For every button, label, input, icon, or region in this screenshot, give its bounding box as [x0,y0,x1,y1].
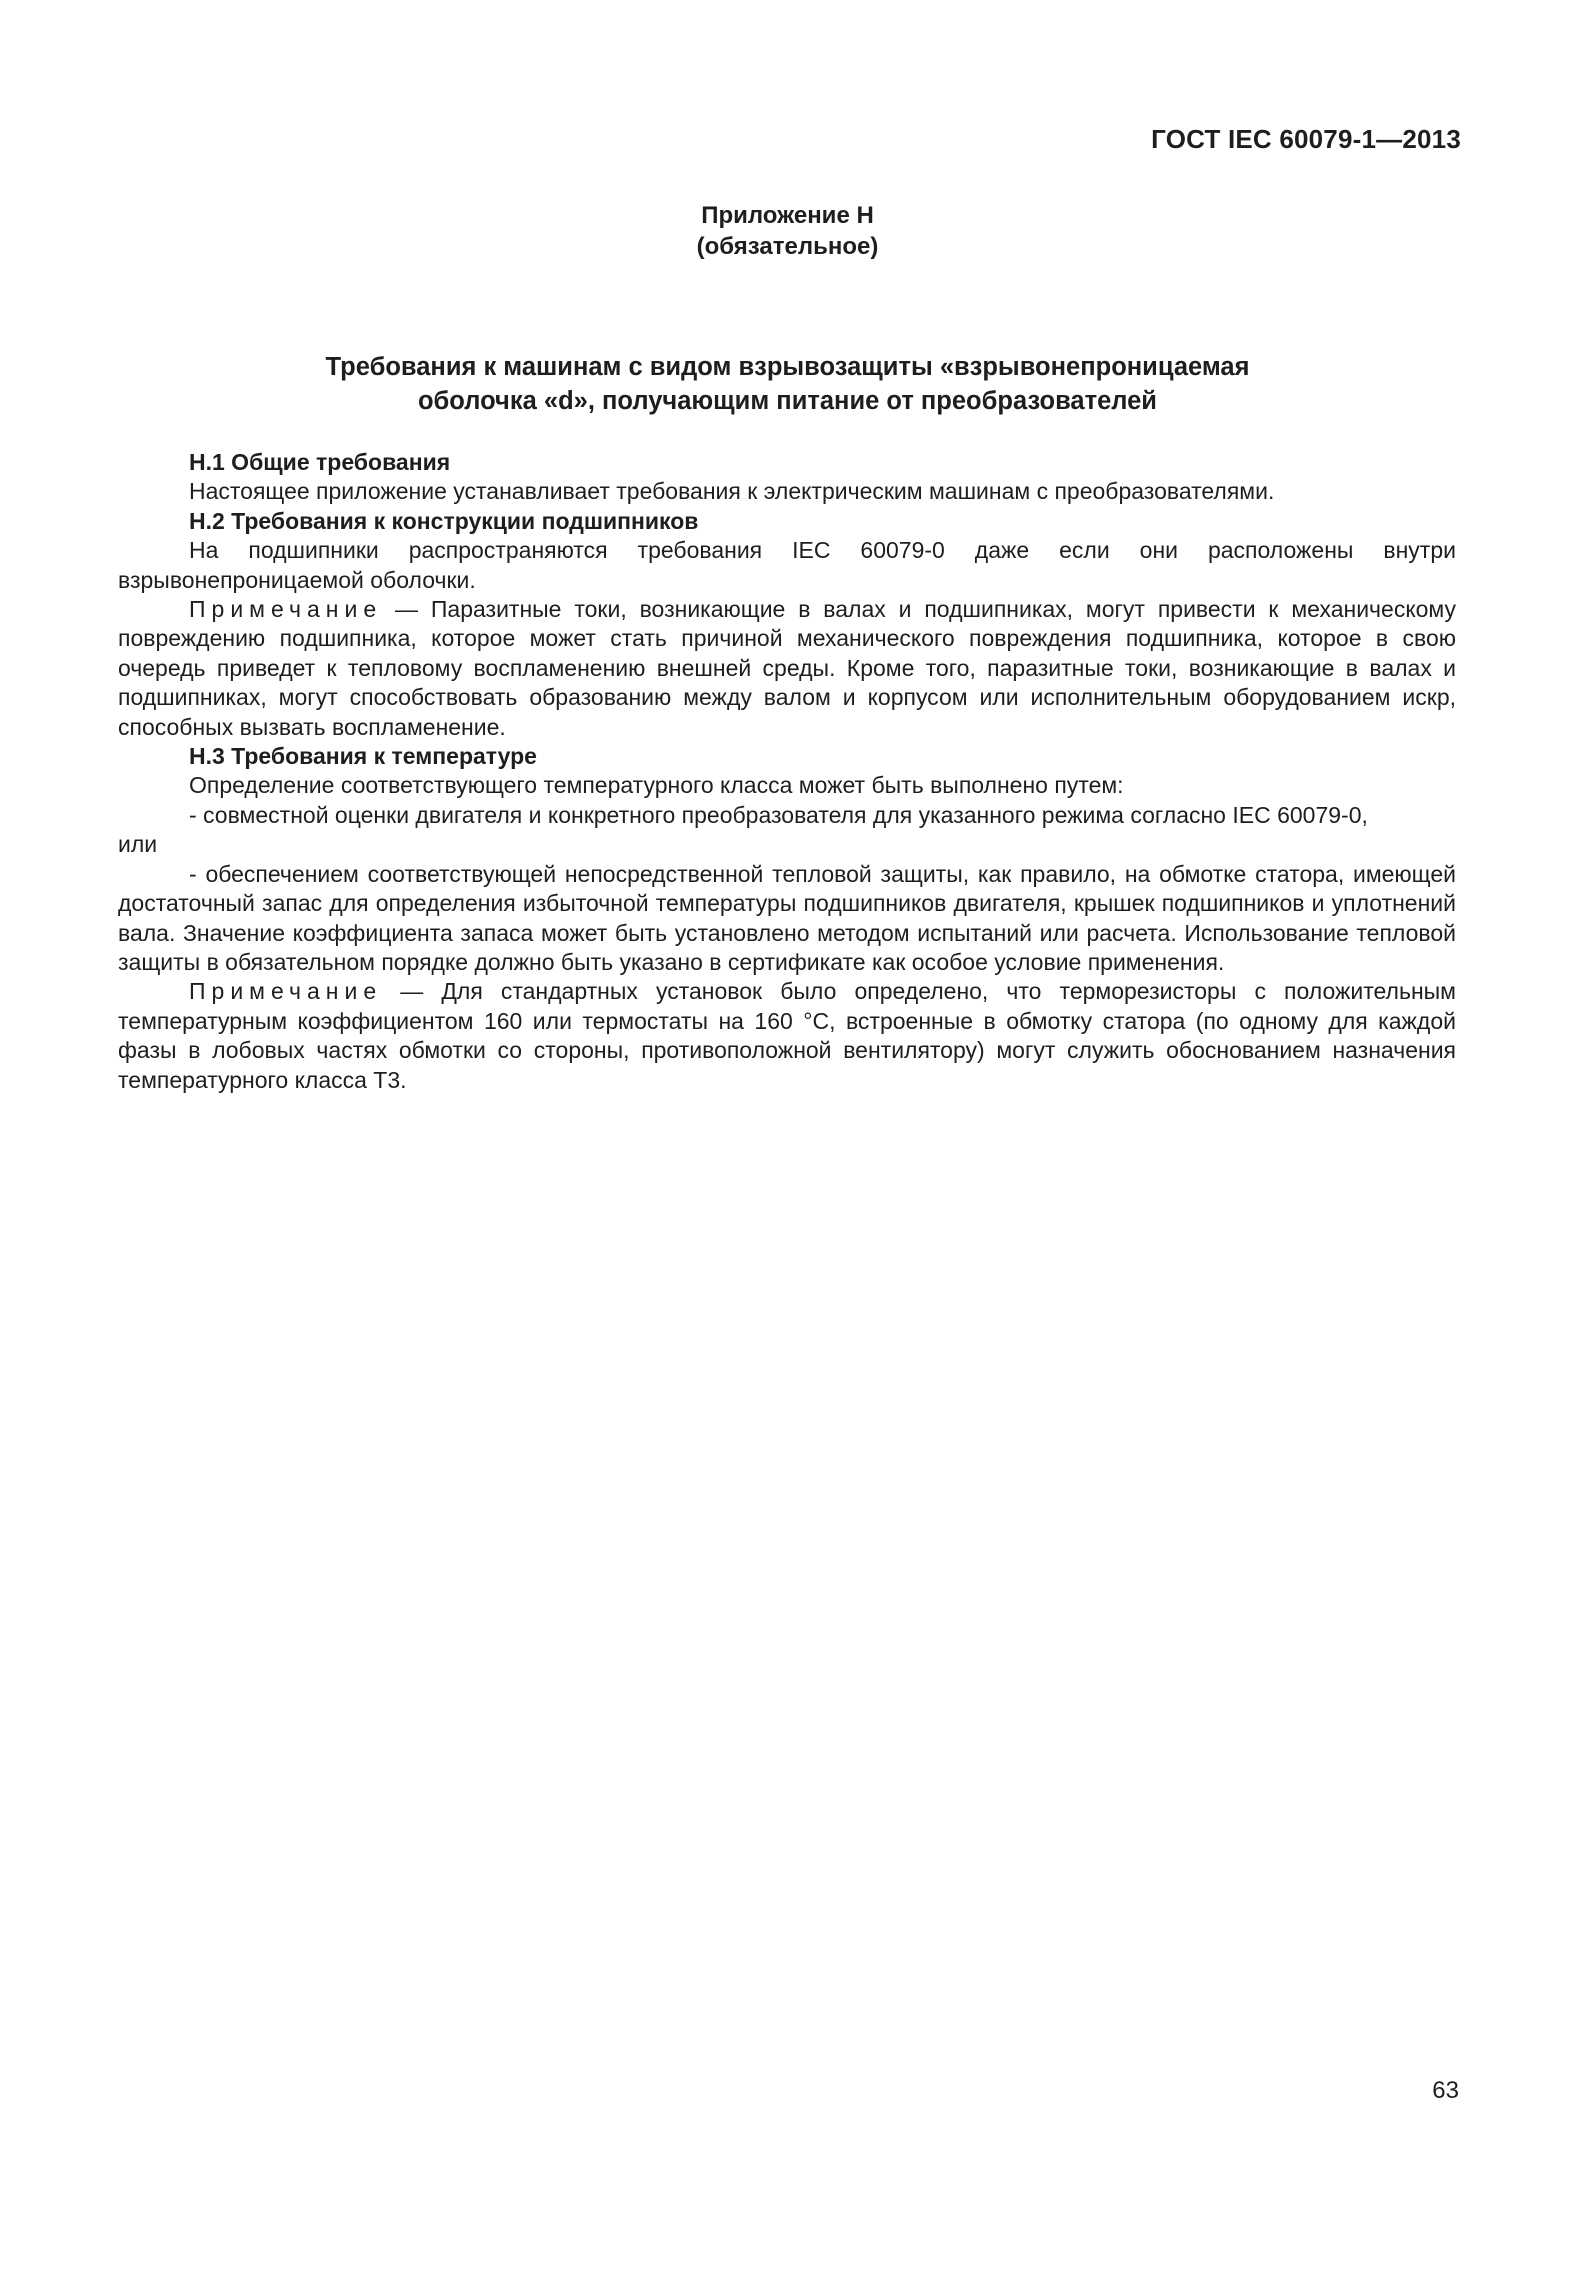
section-heading-h2: Н.2 Требования к конструкции подшипников [189,507,699,534]
page-title-line-1: Требования к машинам с видом взрывозащиты «взрывонепроницаемая [325,353,1250,381]
list-item-1: - совместной оценки двигателя и конкретного преобразователя для указанного режима согласно IEC 60079-0, [189,801,1368,828]
section-heading-h1: Н.1 Общие требования [189,449,451,475]
section-text-h1: Настоящее приложение устанавливает требования к электрическим машинам с преобразователями. [189,478,1275,505]
note-label: Примечание [189,978,383,1005]
note-text-h3: — Для стандартных установок было определено, что терморезисторы с положительным температурным коэффициентом 160 или термостаты на 160 °С, встроенные в обмотку статора (по одному для каждой фазы в лобовых частях обмотки со стороны, противоположной вентилятору) могут служить обоснованием назначения температурного класса Т3. [118,978,1456,1093]
annex-heading [0,200,1575,262]
annex-title: Приложение Н [701,202,874,229]
page-title [0,350,1575,418]
section-intro-h3: Определение соответствующего температурного класса может быть выполнено путем: [189,772,1124,799]
document-body [118,448,1456,1095]
page-title-line-2: оболочка «d», получающим питание от преобразователей [417,387,1157,415]
note-paragraph-h3 [118,977,1456,1095]
note-text-h2: — Паразитные токи, возникающие в валах и подшипниках, могут привести к механическому повреждению подшипника, которое может стать причиной механического повреждения подшипника, которое в свою очередь приведет к тепловому воспламенению внешней среды. Кроме того, паразитные токи, возникающие в валах и подшипниках, могут способствовать образованию между валом и корпусом или исполнительным оборудованием искр, способных вызвать воспламенение. [118,596,1456,740]
note-paragraph-h2 [118,595,1456,742]
section-text-h2: На подшипники распространяются требования IEC 60079-0 даже если они расположены внутри взрывонепроницаемой оболочки. [118,537,1456,593]
list-item-2: - обеспечением соответствующей непосредственной тепловой защиты, как правило, на обмотке статора, имеющей достаточный запас для определения избыточной температуры подшипников двигателя, крышек подшипников и уплотнений вала. Значение коэффициента запаса может быть установлено методом испытаний или расчета. Использование тепловой защиты в обязательном порядке должно быть указано в сертификате как особое условие применения. [118,860,1456,975]
section-heading-h3: Н.3 Требования к температуре [189,743,537,770]
annex-status: (обязательное) [696,233,879,260]
page-number: 63 [1432,2077,1459,2104]
list-conjunction: или [118,831,158,858]
document-code: ГОСТ IEC 60079-1—2013 [1151,124,1461,154]
note-label: Примечание [189,596,383,623]
